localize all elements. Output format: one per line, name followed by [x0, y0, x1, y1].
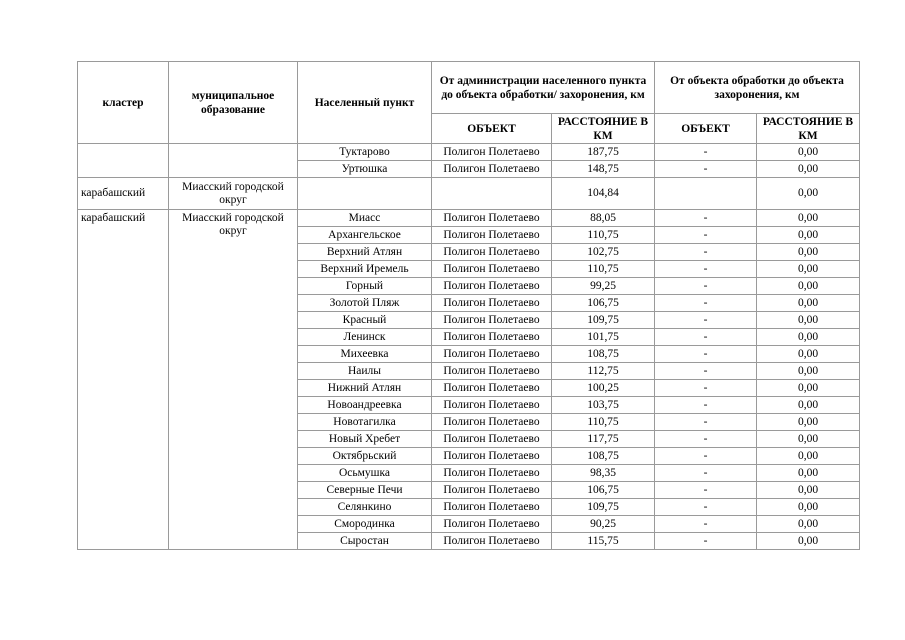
object-cell: Полигон Полетаево: [432, 161, 552, 178]
object2-cell: -: [655, 244, 757, 261]
object2-cell: -: [655, 397, 757, 414]
distance2-cell: 0,00: [757, 227, 860, 244]
settlement-cell: Архангельское: [298, 227, 432, 244]
object-cell: Полигон Полетаево: [432, 278, 552, 295]
object2-cell: -: [655, 499, 757, 516]
settlement-cell: Северные Печи: [298, 482, 432, 499]
object-cell: Полигон Полетаево: [432, 210, 552, 227]
object-cell: Полигон Полетаево: [432, 431, 552, 448]
settlement-cell: Ленинск: [298, 329, 432, 346]
object2-cell: -: [655, 312, 757, 329]
object2-cell: [655, 178, 757, 210]
object2-cell: -: [655, 516, 757, 533]
table-body: [78, 144, 860, 550]
object2-cell: -: [655, 295, 757, 312]
object-cell: Полигон Полетаево: [432, 533, 552, 550]
object-cell: Полигон Полетаево: [432, 499, 552, 516]
header-object-2: ОБЪЕКТ: [655, 114, 757, 144]
object2-cell: -: [655, 414, 757, 431]
distance2-cell: 0,00: [757, 346, 860, 363]
object2-cell: -: [655, 380, 757, 397]
distance-cell: 108,75: [552, 448, 655, 465]
distance-cell: 90,25: [552, 516, 655, 533]
distance2-cell: 0,00: [757, 329, 860, 346]
object-cell: Полигон Полетаево: [432, 144, 552, 161]
settlement-cell: Михеевка: [298, 346, 432, 363]
distance2-cell: 0,00: [757, 482, 860, 499]
object2-cell: -: [655, 210, 757, 227]
distance2-cell: 0,00: [757, 380, 860, 397]
table-row: [78, 144, 860, 161]
distance2-cell: 0,00: [757, 448, 860, 465]
settlement-cell: Горный: [298, 278, 432, 295]
settlement-cell: Смородинка: [298, 516, 432, 533]
object2-cell: -: [655, 482, 757, 499]
distance-cell: 104,84: [552, 178, 655, 210]
municipality-cell: Миасский городской округ: [169, 178, 298, 210]
object-cell: Полигон Полетаево: [432, 482, 552, 499]
object2-cell: -: [655, 448, 757, 465]
distance2-cell: 0,00: [757, 533, 860, 550]
cluster-cell: карабашский: [78, 178, 169, 210]
object-cell: Полигон Полетаево: [432, 465, 552, 482]
header-cluster: кластер: [78, 62, 169, 144]
object-cell: Полигон Полетаево: [432, 516, 552, 533]
distance-cell: 117,75: [552, 431, 655, 448]
distance-cell: 148,75: [552, 161, 655, 178]
object-cell: [432, 178, 552, 210]
object-cell: Полигон Полетаево: [432, 312, 552, 329]
settlement-cell: Новый Хребет: [298, 431, 432, 448]
settlement-cell: Золотой Пляж: [298, 295, 432, 312]
settlement-cell: Нижний Атлян: [298, 380, 432, 397]
object2-cell: -: [655, 346, 757, 363]
distance-cell: 110,75: [552, 227, 655, 244]
settlement-cell: Уртюшка: [298, 161, 432, 178]
cluster-cell: карабашский: [78, 210, 169, 550]
settlement-cell: Осьмушка: [298, 465, 432, 482]
distance2-cell: 0,00: [757, 144, 860, 161]
distance2-cell: 0,00: [757, 516, 860, 533]
distance-cell: 115,75: [552, 533, 655, 550]
object2-cell: -: [655, 261, 757, 278]
object-cell: Полигон Полетаево: [432, 261, 552, 278]
object-cell: Полигон Полетаево: [432, 295, 552, 312]
object2-cell: -: [655, 363, 757, 380]
distance-cell: 103,75: [552, 397, 655, 414]
object2-cell: -: [655, 533, 757, 550]
settlement-cell: [298, 178, 432, 210]
object2-cell: -: [655, 278, 757, 295]
distance-cell: 110,75: [552, 414, 655, 431]
distance2-cell: 0,00: [757, 465, 860, 482]
settlement-cell: Новоандреевка: [298, 397, 432, 414]
object-cell: Полигон Полетаево: [432, 346, 552, 363]
header-distance-2: РАССТОЯНИЕ В КМ: [757, 114, 860, 144]
settlement-cell: Красный: [298, 312, 432, 329]
distance-cell: 98,35: [552, 465, 655, 482]
distance-cell: 112,75: [552, 363, 655, 380]
settlement-cell: Верхний Иремель: [298, 261, 432, 278]
distance2-cell: 0,00: [757, 363, 860, 380]
distance2-cell: 0,00: [757, 261, 860, 278]
settlement-cell: Сыростан: [298, 533, 432, 550]
distance-cell: 108,75: [552, 346, 655, 363]
distance-cell: 106,75: [552, 295, 655, 312]
table-row: [78, 210, 860, 227]
object-cell: Полигон Полетаево: [432, 244, 552, 261]
header-group-admin: От администрации населенного пункта до объекта обработки/ захоронения, км: [432, 62, 655, 114]
distance-cell: 109,75: [552, 312, 655, 329]
distance2-cell: 0,00: [757, 244, 860, 261]
distance2-cell: 0,00: [757, 397, 860, 414]
distance2-cell: 0,00: [757, 295, 860, 312]
settlement-cell: Наилы: [298, 363, 432, 380]
distance2-cell: 0,00: [757, 312, 860, 329]
distance2-cell: 0,00: [757, 499, 860, 516]
settlement-cell: Туктарово: [298, 144, 432, 161]
object-cell: Полигон Полетаево: [432, 414, 552, 431]
distance-table: [77, 61, 860, 550]
object2-cell: -: [655, 161, 757, 178]
distance-cell: 102,75: [552, 244, 655, 261]
distance2-cell: 0,00: [757, 178, 860, 210]
header-settlement: Населенный пункт: [298, 62, 432, 144]
distance-cell: 106,75: [552, 482, 655, 499]
distance-cell: 101,75: [552, 329, 655, 346]
distance2-cell: 0,00: [757, 278, 860, 295]
object-cell: Полигон Полетаево: [432, 380, 552, 397]
object-cell: Полигон Полетаево: [432, 363, 552, 380]
distance-cell: 99,25: [552, 278, 655, 295]
cluster-cell-empty: [78, 144, 169, 178]
settlement-cell: Новотагилка: [298, 414, 432, 431]
object2-cell: -: [655, 144, 757, 161]
header-distance: РАССТОЯНИЕ В КМ: [552, 114, 655, 144]
distance2-cell: 0,00: [757, 414, 860, 431]
header-object: ОБЪЕКТ: [432, 114, 552, 144]
object-cell: Полигон Полетаево: [432, 329, 552, 346]
settlement-cell: Верхний Атлян: [298, 244, 432, 261]
header-group-object: От объекта обработки до объекта захоронения, км: [655, 62, 860, 114]
object2-cell: -: [655, 329, 757, 346]
object-cell: Полигон Полетаево: [432, 227, 552, 244]
object2-cell: -: [655, 431, 757, 448]
distance2-cell: 0,00: [757, 431, 860, 448]
settlement-cell: Октябрьский: [298, 448, 432, 465]
distance-cell: 88,05: [552, 210, 655, 227]
header-municipality: муниципальное образование: [169, 62, 298, 144]
object-cell: Полигон Полетаево: [432, 397, 552, 414]
distance-cell: 110,75: [552, 261, 655, 278]
summary-row: [78, 178, 860, 210]
object2-cell: -: [655, 465, 757, 482]
municipality-cell: Миасский городской округ: [169, 210, 298, 550]
distance-cell: 100,25: [552, 380, 655, 397]
municipality-cell-empty: [169, 144, 298, 178]
settlement-cell: Селянкино: [298, 499, 432, 516]
object-cell: Полигон Полетаево: [432, 448, 552, 465]
settlement-cell: Миасс: [298, 210, 432, 227]
distance2-cell: 0,00: [757, 161, 860, 178]
distance-cell: 187,75: [552, 144, 655, 161]
object2-cell: -: [655, 227, 757, 244]
distance-cell: 109,75: [552, 499, 655, 516]
distance2-cell: 0,00: [757, 210, 860, 227]
